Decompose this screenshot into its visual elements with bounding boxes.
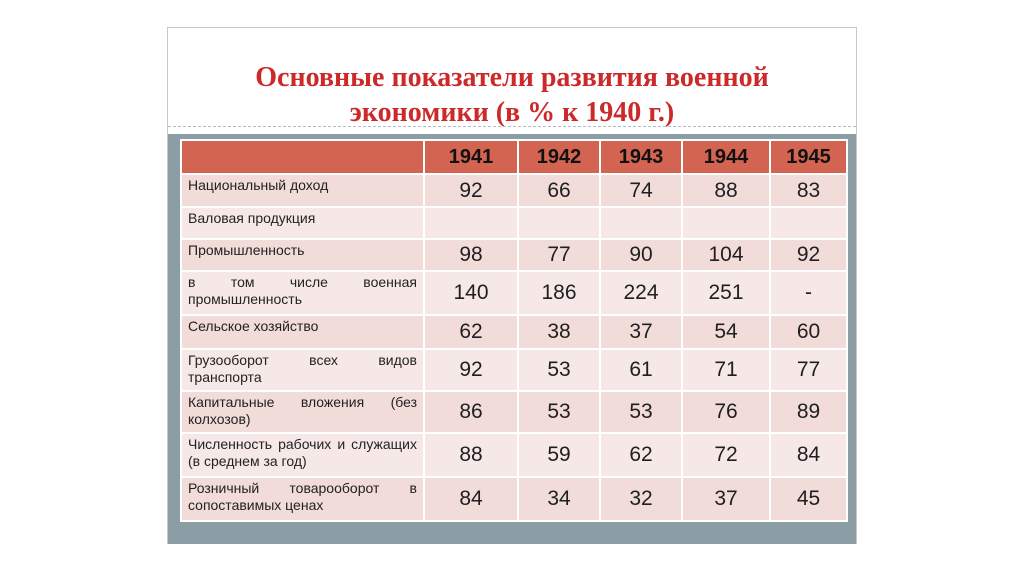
value-cell: 74 — [600, 174, 682, 207]
value-cell: 98 — [424, 239, 518, 271]
value-cell: 54 — [682, 315, 770, 349]
value-cell: 53 — [600, 391, 682, 433]
value-cell: 38 — [518, 315, 600, 349]
value-cell: 61 — [600, 349, 682, 391]
row-label: Грузооборот всех видов транспорта — [181, 349, 424, 391]
value-cell: 66 — [518, 174, 600, 207]
table-frame — [168, 134, 856, 544]
table-row — [181, 349, 847, 391]
table-row — [181, 239, 847, 271]
value-cell: 89 — [770, 391, 847, 433]
value-cell: 77 — [770, 349, 847, 391]
value-cell — [518, 207, 600, 239]
value-cell: 71 — [682, 349, 770, 391]
value-cell: 37 — [682, 477, 770, 521]
value-cell: 77 — [518, 239, 600, 271]
value-cell — [600, 207, 682, 239]
value-cell: 37 — [600, 315, 682, 349]
row-label: Промышленность — [181, 239, 424, 271]
year-header: 1944 — [682, 140, 770, 174]
value-cell: 32 — [600, 477, 682, 521]
year-header: 1945 — [770, 140, 847, 174]
value-cell: 92 — [770, 239, 847, 271]
value-cell: 45 — [770, 477, 847, 521]
row-label: в том числе военная промышленность — [181, 271, 424, 315]
row-label: Численность рабочих и служащих (в среднем за год) — [181, 433, 424, 477]
header-row — [181, 140, 847, 174]
value-cell: 84 — [424, 477, 518, 521]
value-cell: 53 — [518, 349, 600, 391]
value-cell: 62 — [600, 433, 682, 477]
value-cell: 186 — [518, 271, 600, 315]
slide-title — [168, 60, 856, 130]
value-cell: 76 — [682, 391, 770, 433]
value-cell: 60 — [770, 315, 847, 349]
value-cell: 140 — [424, 271, 518, 315]
table-row — [181, 391, 847, 433]
table-row — [181, 271, 847, 315]
value-cell: 88 — [424, 433, 518, 477]
value-cell: 251 — [682, 271, 770, 315]
slide — [167, 27, 857, 544]
title-line-1: Основные показатели развития военной — [255, 62, 769, 93]
value-cell — [770, 207, 847, 239]
table-row — [181, 433, 847, 477]
title-divider — [168, 126, 856, 127]
value-cell: - — [770, 271, 847, 315]
value-cell: 88 — [682, 174, 770, 207]
row-label: Валовая продукция — [181, 207, 424, 239]
value-cell: 59 — [518, 433, 600, 477]
table-row — [181, 477, 847, 521]
title-line-2: экономики (в % к 1940 г.) — [349, 97, 675, 128]
value-cell: 34 — [518, 477, 600, 521]
header-corner — [181, 140, 424, 174]
year-header: 1942 — [518, 140, 600, 174]
value-cell: 92 — [424, 174, 518, 207]
economy-table — [180, 139, 848, 522]
year-header: 1943 — [600, 140, 682, 174]
value-cell: 224 — [600, 271, 682, 315]
value-cell — [424, 207, 518, 239]
value-cell: 84 — [770, 433, 847, 477]
table-row — [181, 315, 847, 349]
table-row — [181, 174, 847, 207]
value-cell: 90 — [600, 239, 682, 271]
value-cell: 104 — [682, 239, 770, 271]
row-label: Сельское хозяйство — [181, 315, 424, 349]
year-header: 1941 — [424, 140, 518, 174]
value-cell: 86 — [424, 391, 518, 433]
value-cell: 62 — [424, 315, 518, 349]
value-cell: 53 — [518, 391, 600, 433]
row-label: Капитальные вложения (без колхозов) — [181, 391, 424, 433]
table-row — [181, 207, 847, 239]
row-label: Розничный товарооборот в сопоставимых ценах — [181, 477, 424, 521]
value-cell: 72 — [682, 433, 770, 477]
row-label: Национальный доход — [181, 174, 424, 207]
value-cell: 83 — [770, 174, 847, 207]
value-cell: 92 — [424, 349, 518, 391]
value-cell — [682, 207, 770, 239]
